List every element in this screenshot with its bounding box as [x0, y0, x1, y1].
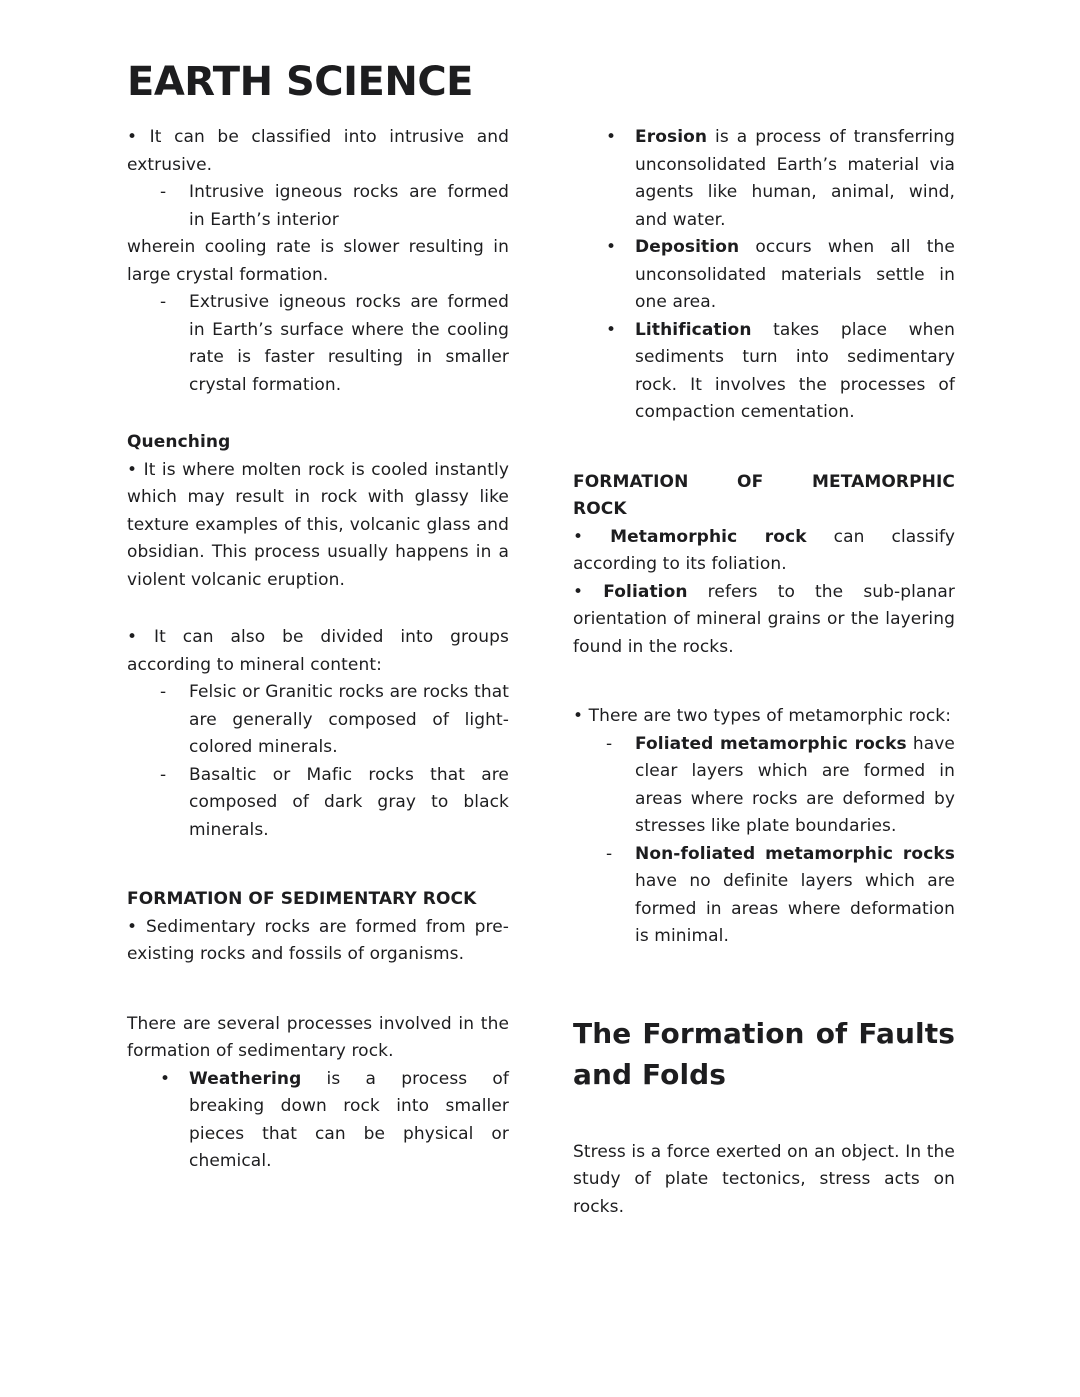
paragraph-text: is a process of transferring unconsolidated Earth’s material via agents like human, animal, wind, and water. [635, 127, 955, 230]
section-heading-metamorphic-rock: FORMATION OF METAMORPHIC ROCK [573, 471, 955, 519]
term-lithification: Lithification [635, 319, 752, 340]
left-column [127, 58, 509, 1397]
section-heading-quenching: Quenching [127, 432, 231, 452]
dash-item-foliated [573, 731, 955, 841]
bullet-item-erosion [573, 124, 955, 234]
paragraph-text: Stress is a force exerted on an object. In the study of plate tectonics, stress acts on rocks. [573, 1141, 955, 1217]
bullet-icon: • [160, 1068, 171, 1089]
paragraph-text: Intrusive igneous rocks are formed in Earth’s interior [189, 182, 509, 230]
dash-icon: - [160, 764, 167, 785]
dash-icon: - [160, 292, 167, 312]
bullet-icon: • [127, 459, 138, 480]
dash-icon: - [160, 182, 167, 202]
paragraph-text: Felsic or Granitic rocks are rocks that are generally composed of light-colored minerals. [189, 682, 509, 757]
paragraph-text: occurs when all the unconsolidated materials settle in one area. [635, 237, 955, 312]
dash-item-intrusive [127, 179, 509, 234]
bullet-paragraph-two-types [573, 703, 955, 731]
bullet-paragraph-foliation [573, 579, 955, 662]
dash-item-extrusive [127, 289, 509, 399]
paragraph-text: takes place when sediments turn into sedimentary rock. It involves the processes of compaction cementation. [635, 319, 955, 422]
paragraph-text: can classify according to its foliation. [573, 526, 955, 574]
bullet-icon: • [127, 127, 138, 147]
dash-icon: - [160, 682, 167, 702]
paragraph-text: Extrusive igneous rocks are formed in Earth’s surface where the cooling rate is faster resulting in smaller crystal formation. [189, 292, 509, 395]
bullet-item-deposition [573, 234, 955, 317]
bullet-icon: • [127, 916, 138, 937]
term-foliated: Foliated metamorphic rocks [635, 733, 907, 754]
dash-item-felsic [127, 679, 509, 762]
dash-item-non-foliated [573, 841, 955, 951]
paragraph-several-processes [127, 1011, 509, 1066]
section-heading-sedimentary-rock: FORMATION OF SEDIMENTARY ROCK [127, 889, 477, 909]
term-foliation: Foliation [603, 581, 688, 602]
bullet-icon: • [606, 319, 617, 340]
paragraph-text: Sedimentary rocks are formed from pre-existing rocks and fossils of organisms. [127, 916, 509, 964]
paragraph-text: wherein cooling rate is slower resulting in large crystal formation. [127, 237, 509, 285]
bullet-item-weathering [127, 1066, 509, 1176]
dash-icon: - [606, 733, 613, 754]
paragraph-text: is a process of breaking down rock into smaller pieces that can be physical or chemical. [189, 1068, 509, 1171]
term-non-foliated: Non-foliated metamorphic rocks [635, 843, 955, 864]
page-title: EARTH SCIENCE [127, 59, 473, 105]
bullet-paragraph-quenching [127, 457, 509, 595]
bullet-paragraph-metamorphic [573, 524, 955, 579]
bullet-paragraph-mineral-content [127, 624, 509, 679]
dash-icon: - [606, 843, 613, 864]
paragraph-text: There are several processes involved in the formation of sedimentary rock. [127, 1013, 509, 1061]
bullet-icon: • [606, 237, 617, 257]
paragraph-text: It is where molten rock is cooled instantly which may result in rock with glassy like texture examples of this, volcanic glass and obsidian. This process usually happens in a violent volcanic eruption. [127, 459, 509, 590]
bullet-icon: • [573, 706, 584, 726]
bullet-paragraph-sedimentary [127, 914, 509, 969]
term-weathering: Weathering [189, 1068, 302, 1089]
bullet-icon: • [606, 127, 617, 147]
paragraph-text: Basaltic or Mafic rocks that are composed of dark gray to black minerals. [189, 764, 509, 840]
term-erosion: Erosion [635, 127, 708, 147]
paragraph-text: have clear layers which are formed in areas where rocks are deformed by stresses like plate boundaries. [635, 733, 955, 836]
section-heading-faults-and-folds: The Formation of Faults and Folds [573, 1016, 955, 1091]
paragraph-text: There are two types of metamorphic rock: [588, 706, 952, 726]
bullet-icon: • [573, 526, 584, 547]
paragraph-text: It can also be divided into groups according to mineral content: [127, 627, 509, 675]
term-deposition: Deposition [635, 237, 740, 257]
bullet-icon: • [573, 581, 584, 602]
paragraph-text: It can be classified into intrusive and extrusive. [127, 127, 509, 175]
bullet-paragraph-classification [127, 124, 509, 179]
right-column [573, 58, 955, 1397]
paragraph-stress [573, 1139, 955, 1222]
bullet-icon: • [127, 627, 138, 647]
bullet-item-lithification [573, 317, 955, 427]
paragraph-wherein-cooling [127, 234, 509, 289]
paragraph-text: have no definite layers which are formed in areas where deformation is minimal. [635, 871, 955, 946]
paragraph-text: refers to the sub-planar orientation of mineral grains or the layering found in the rocks. [573, 581, 955, 657]
term-metamorphic-rock: Metamorphic rock [610, 526, 807, 547]
dash-item-basaltic [127, 762, 509, 845]
